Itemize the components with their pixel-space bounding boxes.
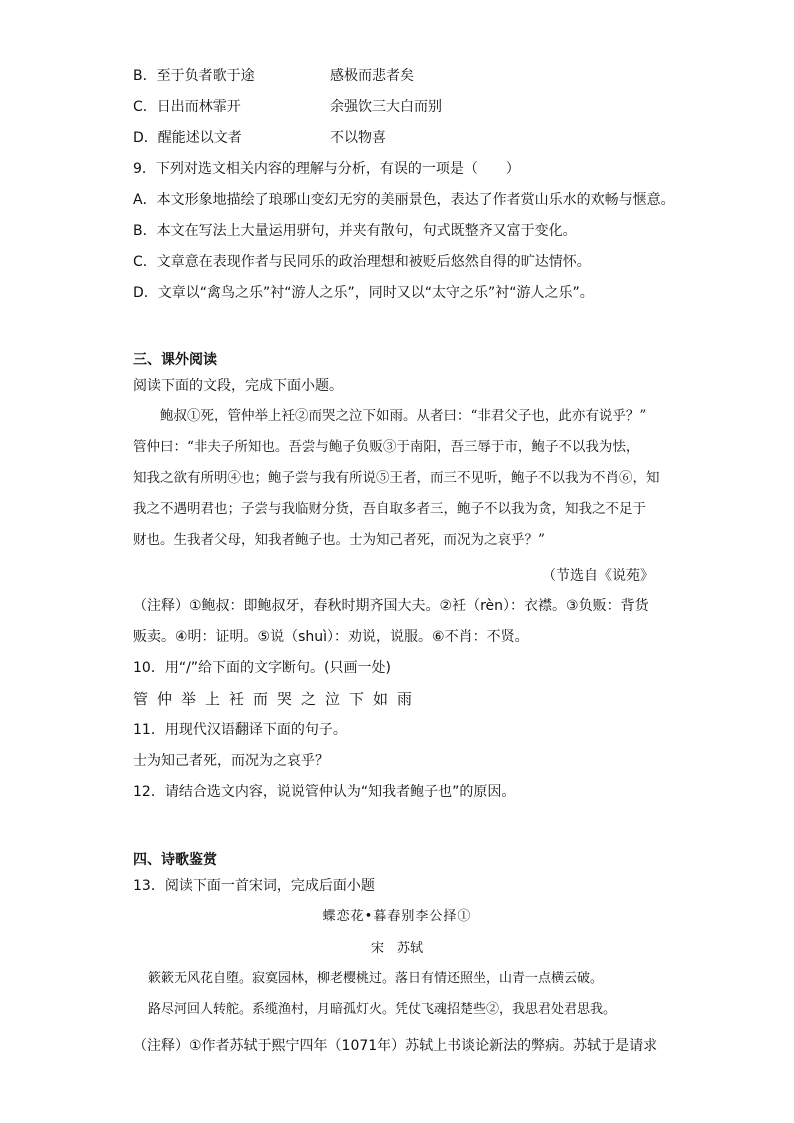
passage-line: 管仲曰：“非夫子所知也。吾尝与鲍子负贩③于南阳，吾三辱于市，鲍子不以我为怯， — [133, 439, 640, 455]
option-c-label: C．日出而林霏开 — [133, 99, 241, 115]
passage-notes-line: 贩卖。④明：证明。⑤说（shuì）：劝说，说服。⑥不肖：不贤。 — [133, 629, 529, 645]
option-d-pair: 不以物喜 — [330, 130, 386, 146]
question-11-text: 士为知己者死，而况为之哀乎？ — [133, 753, 329, 769]
question-10-stem: 10．用“/”给下面的文字断句。(只画一处) — [133, 660, 391, 676]
poem-author: 宋 苏轼 — [370, 941, 423, 956]
passage-line: 财也。生我者父母，知我者鲍子也。士为知己者死，而况为之哀乎？” — [133, 532, 545, 548]
passage-notes-line: （注释）①鲍叔：即鲍叔牙，春秋时期齐国大夫。②衽（rèn）：衣襟。③负贩：背货 — [133, 598, 649, 614]
question-9-stem: 9．下列对选文相关内容的理解与分析，有误的一项是（ ） — [133, 161, 520, 177]
question-9-option-a: A．本文形象地描绘了琅琊山变幻无穷的美丽景色，表达了作者赏山乐水的欢畅与惬意。 — [133, 192, 675, 208]
question-10-text: 管仲举上衽而哭之泣下如雨 — [133, 690, 422, 708]
option-d-label: D．醒能述以文者 — [133, 130, 242, 146]
poem-line: 簌簌无风花自堕。寂寞园林，柳老樱桃过。落日有情还照坐，山青一点横云破。 — [148, 971, 604, 986]
question-9-option-b: B．本文在写法上大量运用骈句，并夹有散句，句式既整齐又富于变化。 — [133, 223, 577, 239]
passage-source: （节选自《说苑》 — [542, 568, 654, 584]
option-b-label: B．至于负者歌于途 — [133, 68, 255, 84]
passage-line: 鲍叔①死，管仲举上衽②而哭之泣下如雨。从者曰：“非君父子也，此亦有说乎？” — [133, 408, 647, 424]
question-9-option-c: C．文章意在表现作者与民同乐的政治理想和被贬后悠然自得的旷达情怀。 — [133, 254, 591, 270]
passage-line: 知我之欲有所明④也；鲍子尝与我有所说⑤王者，而三不见听，鲍子不以我为不肖⑥，知 — [133, 470, 660, 486]
poem-title: 蝶恋花•暮春别李公择① — [322, 909, 472, 924]
question-11-stem: 11．用现代汉语翻译下面的句子。 — [133, 722, 347, 738]
question-9-option-d: D．文章以“禽鸟之乐”衬“游人之乐”，同时又以“太守之乐”衬“游人之乐”。 — [133, 285, 594, 301]
question-12-stem: 12．请结合选文内容，说说管仲认为“知我者鲍子也”的原因。 — [133, 784, 516, 800]
option-b-pair: 感极而悲者矣 — [330, 68, 414, 84]
poem-note: （注释）①作者苏轼于熙宁四年（1071年）苏轼上书谈论新法的弊病。苏轼于是请求 — [133, 1038, 658, 1054]
section-3-title: 三、课外阅读 — [133, 352, 217, 368]
passage-line: 我之不遇明君也；子尝与我临财分货，吾自取多者三，鲍子不以我为贪，知我之不足于 — [133, 501, 646, 517]
option-c-pair: 余强饮三大白而别 — [330, 99, 442, 115]
section-3-intro: 阅读下面的文段，完成下面小题。 — [133, 378, 343, 394]
section-4-title: 四、诗歌鉴赏 — [133, 852, 217, 868]
poem-line: 路尽河回人转舵。系缆渔村，月暗孤灯火。凭仗飞魂招楚些②，我思君处君思我。 — [148, 1002, 617, 1017]
question-13-stem: 13．阅读下面一首宋词，完成后面小题 — [133, 878, 375, 894]
